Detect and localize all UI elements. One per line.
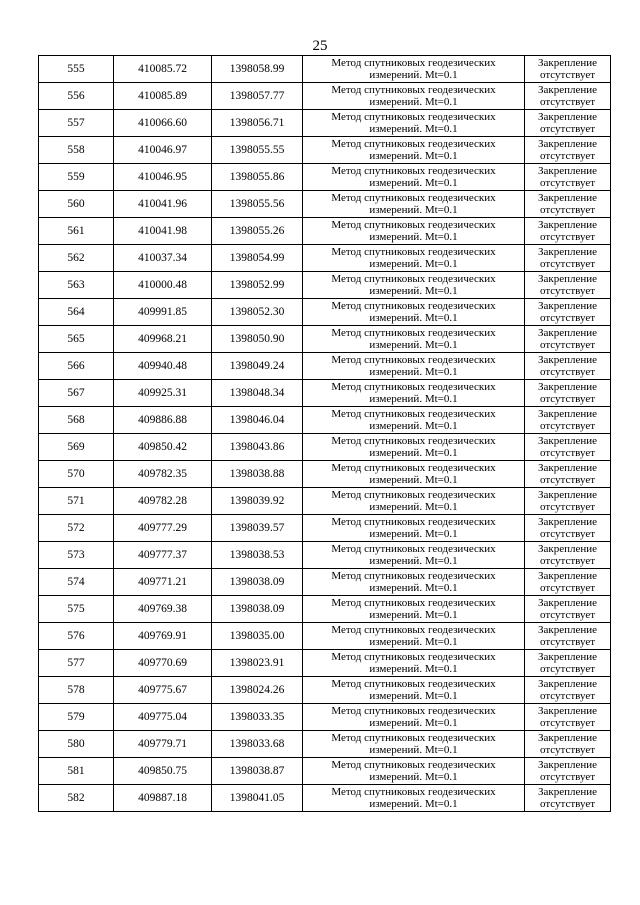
fixing-cell (525, 191, 611, 218)
fixing-text-line2: отсутствует (539, 231, 596, 243)
method-cell (303, 164, 525, 191)
fixing-text-line1: Закрепление (537, 138, 598, 150)
method-text-line1: Метод спутниковых геодезических (331, 651, 496, 663)
method-text-line1: Метод спутниковых геодезических (331, 732, 496, 744)
page-number: 25 (312, 38, 328, 54)
fixing-cell (525, 245, 611, 272)
point-number-cell: 578 (39, 677, 114, 704)
x-coordinate-cell: 409782.28 (114, 488, 212, 515)
method-text-line1: Метод спутниковых геодезических (331, 57, 496, 69)
fixing-cell (525, 380, 611, 407)
fixing-text-line2: отсутствует (539, 690, 596, 702)
point-number-cell: 577 (39, 650, 114, 677)
table-row (39, 326, 611, 353)
point-number-cell: 561 (39, 218, 114, 245)
point-number-cell: 564 (39, 299, 114, 326)
method-text-line1: Метод спутниковых геодезических (331, 489, 496, 501)
x-coordinate-cell: 409769.38 (114, 596, 212, 623)
method-cell (303, 191, 525, 218)
point-number-cell: 575 (39, 596, 114, 623)
table-row (39, 407, 611, 434)
x-coordinate-cell: 409779.71 (114, 731, 212, 758)
method-cell (303, 83, 525, 110)
fixing-cell (525, 434, 611, 461)
method-text-line2: измерений. Mt=0.1 (369, 636, 458, 648)
x-coordinate-cell: 409886.88 (114, 407, 212, 434)
method-cell (303, 731, 525, 758)
y-coordinate-cell: 1398054.99 (212, 245, 303, 272)
y-coordinate-cell: 1398038.09 (212, 569, 303, 596)
method-text-line2: измерений. Mt=0.1 (369, 420, 458, 432)
x-coordinate-cell: 409769.91 (114, 623, 212, 650)
point-number-cell: 568 (39, 407, 114, 434)
fixing-text-line2: отсутствует (539, 393, 596, 405)
y-coordinate-cell: 1398038.87 (212, 758, 303, 785)
method-cell (303, 299, 525, 326)
y-coordinate-cell: 1398033.35 (212, 704, 303, 731)
x-coordinate-cell: 409850.42 (114, 434, 212, 461)
method-text-line1: Метод спутниковых геодезических (331, 786, 496, 798)
fixing-cell (525, 758, 611, 785)
point-number-cell: 560 (39, 191, 114, 218)
point-number-cell: 556 (39, 83, 114, 110)
method-cell (303, 758, 525, 785)
method-text-line1: Метод спутниковых геодезических (331, 462, 496, 474)
method-cell (303, 137, 525, 164)
fixing-text-line1: Закрепление (537, 327, 598, 339)
table-row (39, 515, 611, 542)
method-text-line1: Метод спутниковых геодезических (331, 165, 496, 177)
table-row (39, 272, 611, 299)
method-cell (303, 569, 525, 596)
method-cell (303, 677, 525, 704)
fixing-text-line1: Закрепление (537, 489, 598, 501)
y-coordinate-cell: 1398052.30 (212, 299, 303, 326)
fixing-text-line1: Закрепление (537, 57, 598, 69)
fixing-text-line1: Закрепление (537, 705, 598, 717)
method-text-line1: Метод спутниковых геодезических (331, 84, 496, 96)
method-text-line2: измерений. Mt=0.1 (369, 204, 458, 216)
fixing-cell (525, 164, 611, 191)
method-text-line1: Метод спутниковых геодезических (331, 219, 496, 231)
point-number-cell: 576 (39, 623, 114, 650)
method-text-line2: измерений. Mt=0.1 (369, 582, 458, 594)
method-text-line2: измерений. Mt=0.1 (369, 555, 458, 567)
y-coordinate-cell: 1398055.86 (212, 164, 303, 191)
y-coordinate-cell: 1398055.26 (212, 218, 303, 245)
method-text-line1: Метод спутниковых геодезических (331, 408, 496, 420)
method-text-line1: Метод спутниковых геодезических (331, 246, 496, 258)
point-number-cell: 579 (39, 704, 114, 731)
method-text-line2: измерений. Mt=0.1 (369, 150, 458, 162)
method-text-line1: Метод спутниковых геодезических (331, 678, 496, 690)
method-text-line1: Метод спутниковых геодезических (331, 273, 496, 285)
x-coordinate-cell: 409777.29 (114, 515, 212, 542)
method-text-line1: Метод спутниковых геодезических (331, 543, 496, 555)
coordinates-table-body (39, 56, 611, 812)
fixing-cell (525, 488, 611, 515)
method-text-line2: измерений. Mt=0.1 (369, 744, 458, 756)
x-coordinate-cell: 410041.96 (114, 191, 212, 218)
fixing-cell (525, 272, 611, 299)
x-coordinate-cell: 410046.97 (114, 137, 212, 164)
fixing-cell (525, 677, 611, 704)
fixing-cell (525, 83, 611, 110)
point-number-cell: 555 (39, 56, 114, 83)
method-text-line1: Метод спутниковых геодезических (331, 192, 496, 204)
method-text-line2: измерений. Mt=0.1 (369, 609, 458, 621)
table-row (39, 650, 611, 677)
method-cell (303, 56, 525, 83)
y-coordinate-cell: 1398035.00 (212, 623, 303, 650)
method-cell (303, 650, 525, 677)
x-coordinate-cell: 409775.04 (114, 704, 212, 731)
fixing-cell (525, 731, 611, 758)
method-text-line2: измерений. Mt=0.1 (369, 690, 458, 702)
method-text-line1: Метод спутниковых геодезических (331, 570, 496, 582)
fixing-text-line2: отсутствует (539, 663, 596, 675)
table-row (39, 164, 611, 191)
fixing-cell (525, 299, 611, 326)
fixing-text-line2: отсутствует (539, 204, 596, 216)
fixing-cell (525, 353, 611, 380)
fixing-cell (525, 623, 611, 650)
point-number-cell: 559 (39, 164, 114, 191)
method-text-line2: измерений. Mt=0.1 (369, 393, 458, 405)
fixing-text-line1: Закрепление (537, 300, 598, 312)
method-text-line2: измерений. Mt=0.1 (369, 339, 458, 351)
fixing-text-line1: Закрепление (537, 597, 598, 609)
point-number-cell: 557 (39, 110, 114, 137)
point-number-cell: 570 (39, 461, 114, 488)
table-row (39, 569, 611, 596)
method-text-line1: Метод спутниковых геодезических (331, 300, 496, 312)
fixing-text-line1: Закрепление (537, 273, 598, 285)
fixing-text-line1: Закрепление (537, 516, 598, 528)
method-text-line1: Метод спутниковых геодезических (331, 624, 496, 636)
x-coordinate-cell: 410037.34 (114, 245, 212, 272)
y-coordinate-cell: 1398043.86 (212, 434, 303, 461)
x-coordinate-cell: 410041.98 (114, 218, 212, 245)
fixing-text-line1: Закрепление (537, 462, 598, 474)
fixing-text-line1: Закрепление (537, 435, 598, 447)
fixing-text-line1: Закрепление (537, 111, 598, 123)
method-text-line2: измерений. Mt=0.1 (369, 69, 458, 81)
table-row (39, 137, 611, 164)
fixing-text-line1: Закрепление (537, 165, 598, 177)
method-cell (303, 785, 525, 812)
fixing-cell (525, 650, 611, 677)
method-cell (303, 110, 525, 137)
table-row (39, 83, 611, 110)
fixing-cell (525, 461, 611, 488)
fixing-text-line2: отсутствует (539, 312, 596, 324)
y-coordinate-cell: 1398033.68 (212, 731, 303, 758)
x-coordinate-cell: 409850.75 (114, 758, 212, 785)
table-row (39, 542, 611, 569)
method-text-line1: Метод спутниковых геодезических (331, 138, 496, 150)
fixing-text-line2: отсутствует (539, 177, 596, 189)
method-cell (303, 515, 525, 542)
table-row (39, 461, 611, 488)
method-cell (303, 380, 525, 407)
method-text-line2: измерений. Mt=0.1 (369, 231, 458, 243)
point-number-cell: 569 (39, 434, 114, 461)
table-row (39, 434, 611, 461)
method-cell (303, 461, 525, 488)
table-row (39, 353, 611, 380)
table-row (39, 623, 611, 650)
method-text-line2: измерений. Mt=0.1 (369, 528, 458, 540)
fixing-text-line1: Закрепление (537, 624, 598, 636)
x-coordinate-cell: 409887.18 (114, 785, 212, 812)
fixing-cell (525, 218, 611, 245)
method-text-line1: Метод спутниковых геодезических (331, 516, 496, 528)
method-text-line2: измерений. Mt=0.1 (369, 123, 458, 135)
method-text-line2: измерений. Mt=0.1 (369, 501, 458, 513)
x-coordinate-cell: 409775.67 (114, 677, 212, 704)
fixing-text-line1: Закрепление (537, 570, 598, 582)
fixing-cell (525, 704, 611, 731)
fixing-text-line2: отсутствует (539, 501, 596, 513)
table-row (39, 218, 611, 245)
y-coordinate-cell: 1398038.88 (212, 461, 303, 488)
x-coordinate-cell: 409770.69 (114, 650, 212, 677)
fixing-text-line2: отсутствует (539, 582, 596, 594)
coordinates-table (38, 55, 611, 812)
table-row (39, 299, 611, 326)
fixing-text-line1: Закрепление (537, 354, 598, 366)
fixing-text-line1: Закрепление (537, 732, 598, 744)
fixing-cell (525, 515, 611, 542)
fixing-text-line1: Закрепление (537, 651, 598, 663)
method-text-line2: измерений. Mt=0.1 (369, 285, 458, 297)
method-text-line2: измерений. Mt=0.1 (369, 798, 458, 810)
table-row (39, 380, 611, 407)
table-row (39, 191, 611, 218)
fixing-text-line2: отсутствует (539, 717, 596, 729)
y-coordinate-cell: 1398039.92 (212, 488, 303, 515)
fixing-text-line2: отсутствует (539, 528, 596, 540)
fixing-text-line2: отсутствует (539, 366, 596, 378)
method-text-line1: Метод спутниковых геодезических (331, 381, 496, 393)
y-coordinate-cell: 1398024.26 (212, 677, 303, 704)
point-number-cell: 566 (39, 353, 114, 380)
table-row (39, 488, 611, 515)
fixing-text-line2: отсутствует (539, 420, 596, 432)
fixing-text-line2: отсутствует (539, 447, 596, 459)
point-number-cell: 573 (39, 542, 114, 569)
y-coordinate-cell: 1398057.77 (212, 83, 303, 110)
method-cell (303, 596, 525, 623)
y-coordinate-cell: 1398038.53 (212, 542, 303, 569)
fixing-text-line2: отсутствует (539, 96, 596, 108)
y-coordinate-cell: 1398058.99 (212, 56, 303, 83)
x-coordinate-cell: 410085.72 (114, 56, 212, 83)
table-row (39, 758, 611, 785)
fixing-text-line1: Закрепление (537, 246, 598, 258)
x-coordinate-cell: 409771.21 (114, 569, 212, 596)
method-text-line2: измерений. Mt=0.1 (369, 663, 458, 675)
fixing-text-line1: Закрепление (537, 381, 598, 393)
method-cell (303, 353, 525, 380)
fixing-text-line2: отсутствует (539, 150, 596, 162)
fixing-cell (525, 542, 611, 569)
fixing-cell (525, 137, 611, 164)
fixing-cell (525, 407, 611, 434)
point-number-cell: 563 (39, 272, 114, 299)
y-coordinate-cell: 1398049.24 (212, 353, 303, 380)
fixing-cell (525, 569, 611, 596)
y-coordinate-cell: 1398050.90 (212, 326, 303, 353)
fixing-text-line2: отсутствует (539, 744, 596, 756)
method-text-line2: измерений. Mt=0.1 (369, 366, 458, 378)
fixing-cell (525, 110, 611, 137)
method-text-line2: измерений. Mt=0.1 (369, 474, 458, 486)
fixing-text-line1: Закрепление (537, 219, 598, 231)
fixing-text-line2: отсутствует (539, 339, 596, 351)
y-coordinate-cell: 1398048.34 (212, 380, 303, 407)
method-text-line1: Метод спутниковых геодезических (331, 111, 496, 123)
point-number-cell: 565 (39, 326, 114, 353)
x-coordinate-cell: 410000.48 (114, 272, 212, 299)
method-text-line2: измерений. Mt=0.1 (369, 177, 458, 189)
method-cell (303, 407, 525, 434)
method-cell (303, 704, 525, 731)
method-cell (303, 245, 525, 272)
method-text-line1: Метод спутниковых геодезических (331, 435, 496, 447)
method-cell (303, 488, 525, 515)
x-coordinate-cell: 409925.31 (114, 380, 212, 407)
y-coordinate-cell: 1398055.55 (212, 137, 303, 164)
fixing-text-line1: Закрепление (537, 192, 598, 204)
method-text-line1: Метод спутниковых геодезических (331, 597, 496, 609)
table-row (39, 785, 611, 812)
y-coordinate-cell: 1398023.91 (212, 650, 303, 677)
point-number-cell: 580 (39, 731, 114, 758)
x-coordinate-cell: 409782.35 (114, 461, 212, 488)
point-number-cell: 574 (39, 569, 114, 596)
method-cell (303, 542, 525, 569)
table-row (39, 731, 611, 758)
point-number-cell: 558 (39, 137, 114, 164)
x-coordinate-cell: 409940.48 (114, 353, 212, 380)
fixing-text-line1: Закрепление (537, 543, 598, 555)
table-row (39, 245, 611, 272)
fixing-text-line2: отсутствует (539, 609, 596, 621)
x-coordinate-cell: 410046.95 (114, 164, 212, 191)
fixing-text-line1: Закрепление (537, 84, 598, 96)
point-number-cell: 571 (39, 488, 114, 515)
method-cell (303, 623, 525, 650)
fixing-text-line1: Закрепление (537, 408, 598, 420)
point-number-cell: 567 (39, 380, 114, 407)
method-text-line2: измерений. Mt=0.1 (369, 717, 458, 729)
fixing-text-line2: отсутствует (539, 798, 596, 810)
fixing-cell (525, 596, 611, 623)
x-coordinate-cell: 409968.21 (114, 326, 212, 353)
fixing-text-line2: отсутствует (539, 771, 596, 783)
y-coordinate-cell: 1398052.99 (212, 272, 303, 299)
method-cell (303, 272, 525, 299)
point-number-cell: 582 (39, 785, 114, 812)
y-coordinate-cell: 1398055.56 (212, 191, 303, 218)
table-row (39, 596, 611, 623)
x-coordinate-cell: 409777.37 (114, 542, 212, 569)
y-coordinate-cell: 1398041.05 (212, 785, 303, 812)
y-coordinate-cell: 1398038.09 (212, 596, 303, 623)
method-cell (303, 218, 525, 245)
table-row (39, 704, 611, 731)
fixing-cell (525, 785, 611, 812)
y-coordinate-cell: 1398039.57 (212, 515, 303, 542)
fixing-text-line2: отсутствует (539, 285, 596, 297)
fixing-text-line1: Закрепление (537, 678, 598, 690)
method-text-line1: Метод спутниковых геодезических (331, 759, 496, 771)
fixing-text-line2: отсутствует (539, 636, 596, 648)
y-coordinate-cell: 1398056.71 (212, 110, 303, 137)
point-number-cell: 562 (39, 245, 114, 272)
fixing-text-line2: отсутствует (539, 555, 596, 567)
x-coordinate-cell: 409991.85 (114, 299, 212, 326)
fixing-text-line2: отсутствует (539, 123, 596, 135)
fixing-text-line1: Закрепление (537, 786, 598, 798)
x-coordinate-cell: 410066.60 (114, 110, 212, 137)
y-coordinate-cell: 1398046.04 (212, 407, 303, 434)
method-text-line2: измерений. Mt=0.1 (369, 447, 458, 459)
fixing-cell (525, 326, 611, 353)
fixing-text-line1: Закрепление (537, 759, 598, 771)
table-row (39, 56, 611, 83)
x-coordinate-cell: 410085.89 (114, 83, 212, 110)
method-text-line1: Метод спутниковых геодезических (331, 705, 496, 717)
method-text-line1: Метод спутниковых геодезических (331, 327, 496, 339)
method-text-line2: измерений. Mt=0.1 (369, 96, 458, 108)
point-number-cell: 581 (39, 758, 114, 785)
method-text-line2: измерений. Mt=0.1 (369, 312, 458, 324)
method-text-line2: измерений. Mt=0.1 (369, 258, 458, 270)
method-text-line2: измерений. Mt=0.1 (369, 771, 458, 783)
method-cell (303, 326, 525, 353)
fixing-text-line2: отсутствует (539, 258, 596, 270)
method-text-line1: Метод спутниковых геодезических (331, 354, 496, 366)
fixing-text-line2: отсутствует (539, 69, 596, 81)
table-row (39, 677, 611, 704)
point-number-cell: 572 (39, 515, 114, 542)
fixing-cell (525, 56, 611, 83)
method-cell (303, 434, 525, 461)
fixing-text-line2: отсутствует (539, 474, 596, 486)
table-row (39, 110, 611, 137)
